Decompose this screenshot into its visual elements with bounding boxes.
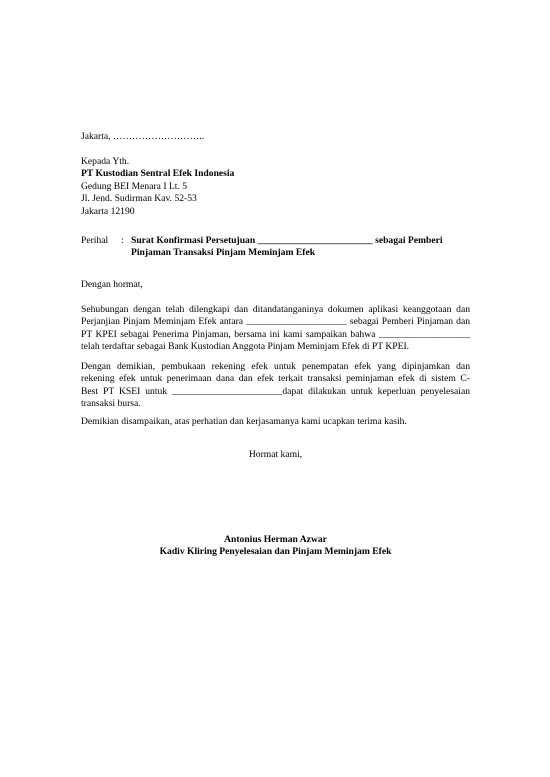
signatory-name: Antonius Herman Azwar — [224, 534, 327, 545]
paragraph-line: Dengan demikian, pembukaan rekening efek untuk penempatan efek yang dipinjamkan dan — [81, 361, 470, 372]
closing — [81, 449, 470, 461]
paragraph-line: Best PT KSEI untuk _______________________dapat dilakukan untuk keperluan penyelesaian — [81, 385, 470, 397]
recipient-salutation: Kepada Yth. — [81, 156, 130, 167]
paragraph-line: rekening efek untuk penerimaan dana dan efek terkait transaksi peminjaman efek di sistem C- — [81, 373, 470, 385]
closing-paragraph-text: Demikian disampaikan, atas perhatian dan kerjasamanya kami ucapkan terima kasih. — [81, 416, 407, 427]
recipient-address-line: Gedung BEI Menara I Lt. 5 — [81, 180, 188, 192]
paragraph-line: transaksi bursa. — [81, 398, 141, 410]
recipient-address-line: Jakarta 12190 — [81, 205, 135, 217]
subject-separator: : — [121, 235, 124, 246]
date-text: Jakarta, ……………………….. — [81, 131, 205, 142]
paragraph-line: telah terdaftar sebagai Bank Kustodian Anggota Pinjam Meminjam Efek di PT KPEI. — [81, 341, 410, 353]
subject-label: Perihal — [81, 235, 109, 246]
paragraph-line: Perjanjian Pinjam Meminjam Efek antara _____________________ sebagai Pemberi Pinjaman dan — [81, 316, 470, 328]
paragraph-accounts — [81, 361, 470, 411]
signatory-title: Kadiv Kliring Penyelesaian dan Pinjam Meminjam Efek — [159, 546, 392, 558]
paragraph-line: Sehubungan dengan telah dilengkapi dan ditandatanganinya dokumen aplikasi keanggotaan dan — [81, 304, 470, 315]
recipient-name: PT Kustodian Sentral Efek Indonesia — [81, 168, 235, 180]
greeting — [81, 279, 470, 291]
closing-text: Hormat kami, — [248, 449, 303, 460]
date-line — [81, 131, 470, 143]
paragraph-membership — [81, 304, 470, 354]
signature-block — [81, 534, 470, 559]
paragraph-line: PT KPEI sebagai Penerima Pinjaman, bersama ini kami sampaikan bahwa ___________________ — [81, 328, 470, 340]
subject-line: Pinjaman Transaksi Pinjam Meminjam Efek — [131, 247, 316, 259]
subject-block — [81, 235, 470, 260]
recipient-block — [81, 156, 470, 218]
recipient-address-line: Jl. Jend. Sudirman Kav. 52-53 — [81, 193, 197, 205]
greeting-text: Dengan hormat, — [81, 279, 143, 290]
subject-line: Surat Konfirmasi Persetujuan ________________________ sebagai Pemberi — [131, 235, 443, 246]
closing-paragraph — [81, 416, 470, 428]
